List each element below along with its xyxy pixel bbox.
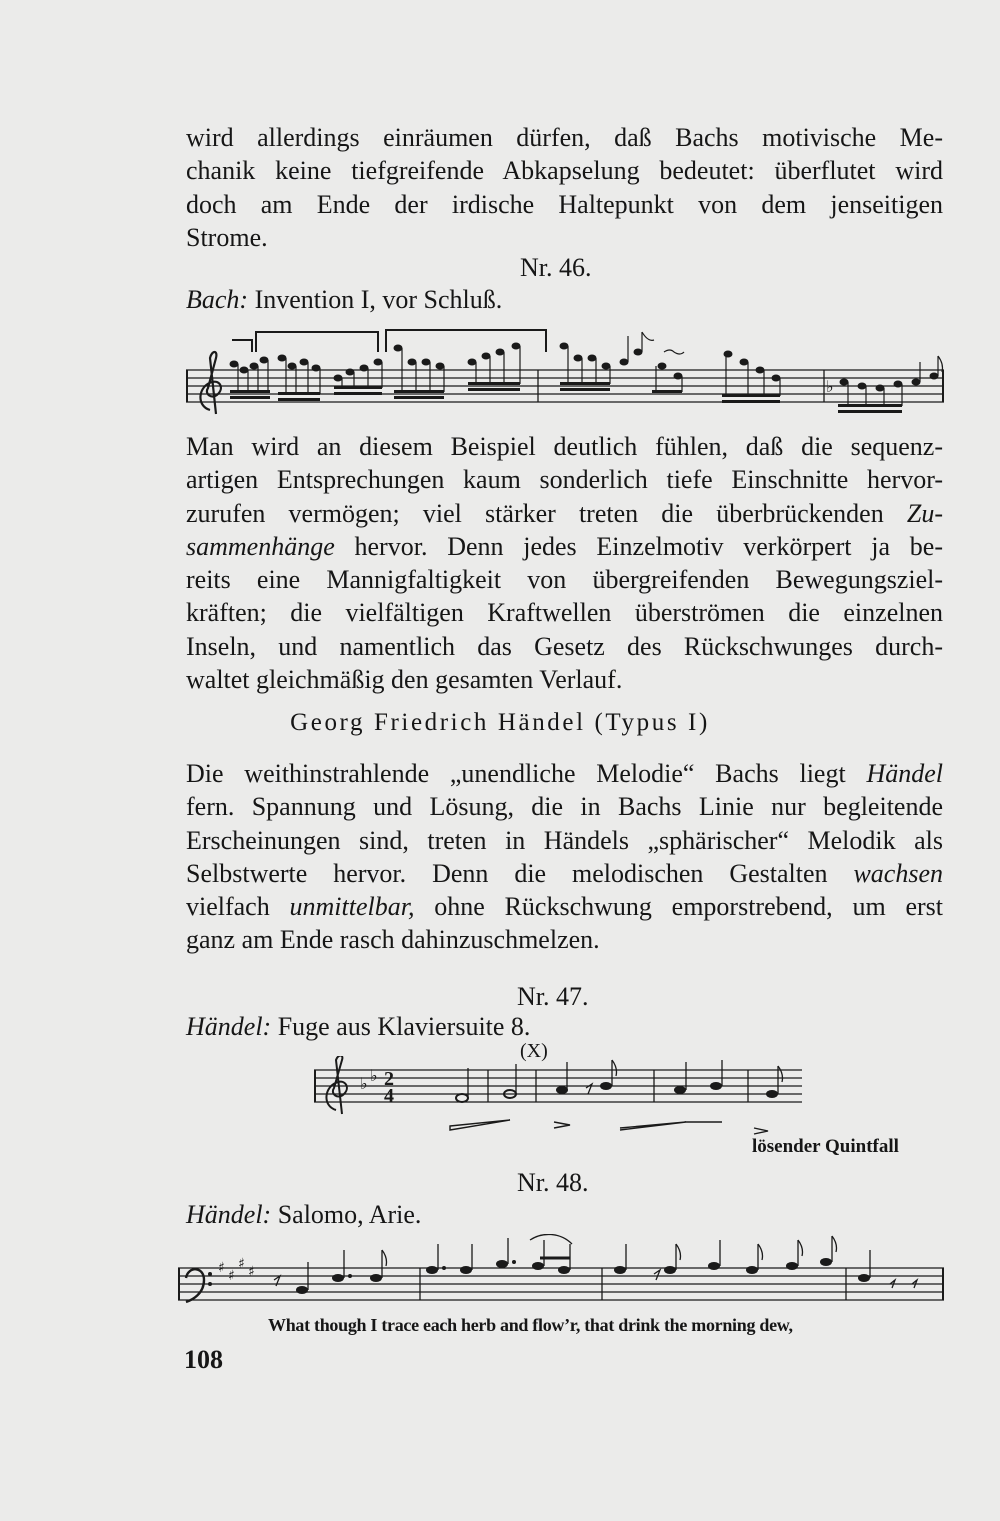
music-example-46 [186,322,946,422]
text-line: vielfach unmittelbar, ohne Rückschwung emporstrebend, um erst [186,892,943,922]
svg-text:♭: ♭ [826,377,834,396]
example-46-number: Nr. 46. [520,253,592,282]
music-notation-47 [314,1056,804,1138]
text-line: Selbstwerte hervor. Denn die melodischen Gestalten wachsen [186,858,944,888]
example-48-caption [186,1200,421,1230]
text-line: artigen Entsprechungen kaum sonderlich tiefe Einschnitte hervor- [186,465,943,495]
example-46-caption [186,285,502,315]
example-48-work: Salomo, Arie. [277,1200,422,1229]
example-47-work: Fuge aus Klaviersuite 8. [277,1012,531,1041]
text-line: Strome. [186,222,268,252]
text-line: Erscheinungen sind, treten in Händels „sphärischer“ Melodik als [186,825,943,855]
text-line: fern. Spannung und Lösung, die in Bachs Linie nur begleitende [186,792,943,822]
svg-text:♭: ♭ [360,1074,368,1093]
svg-text:♯: ♯ [218,1260,225,1276]
paragraph-2 [186,430,943,696]
text-line: kräften; die vielfältigen Kraftwellen überströmen die einzelnen [186,598,943,628]
example-47-annotation: lösender Quintfall [752,1136,899,1157]
text-line: zurufen vermögen; viel stärker treten die überbrückenden Zu- [186,498,944,528]
svg-text:♯: ♯ [248,1264,255,1280]
text-line: Inseln, und namentlich das Gesetz des Rückschwunges durch- [186,631,943,661]
text-line: Man wird an diesem Beispiel deutlich fühlen, daß die sequenz- [186,432,943,461]
example-47-mark: (X) [520,1040,548,1062]
page-number: 108 [184,1345,223,1374]
example-48-number: Nr. 48. [517,1168,589,1197]
text-line: doch am Ende der irdische Haltepunkt von dem jenseitigen [186,189,943,219]
text-line: ganz am Ende rasch dahinzuschmelzen. [186,925,600,955]
svg-text:♯: ♯ [238,1256,245,1272]
svg-text:4: 4 [384,1085,394,1107]
emphasis: Zu- [906,498,944,528]
music-notation-48 [178,1234,946,1310]
paragraph-1 [186,121,943,254]
section-heading: Georg Friedrich Händel (Typus I) [290,709,710,736]
example-48-composer: Händel: [186,1200,272,1229]
text-line: chanik keine tiefgreifende Abkapselung bedeutet: überflutet wird [186,156,943,186]
example-47-caption [186,1012,530,1042]
music-example-47 [314,1056,804,1138]
text-line: waltet gleichmäßig den gesamten Verlauf. [186,665,623,695]
text-line: sammenhänge hervor. Denn jedes Einzelmotiv verkörpert ja be- [186,531,943,561]
example-46-work: Invention I, vor Schluß. [254,285,503,314]
emphasis: Händel [866,759,944,788]
emphasis: unmittelbar, [289,892,415,922]
svg-text:♭: ♭ [370,1066,378,1085]
emphasis: wachsen [853,858,944,888]
text-line: reits eine Mannigfaltigkeit von übergreifenden Bewegungsziel- [186,565,943,595]
emphasis: sammenhänge [186,531,335,561]
music-example-48 [178,1234,946,1310]
example-46-composer: Bach: [186,285,249,314]
music-notation-46 [186,322,946,422]
example-48-lyrics: What though I trace each herb and flow’r, that drink the morning dew, [268,1315,793,1335]
text-line: Die weithinstrahlende „unendliche Melodie“ Bachs liegt Händel [186,759,944,788]
paragraph-3 [186,757,943,957]
example-47-number: Nr. 47. [517,982,589,1011]
example-47-composer: Händel: [186,1012,272,1041]
text-line: wird allerdings einräumen dürfen, daß Bachs motivische Me- [186,123,943,152]
svg-text:♯: ♯ [228,1268,235,1284]
svg-text:2: 2 [384,1068,394,1090]
